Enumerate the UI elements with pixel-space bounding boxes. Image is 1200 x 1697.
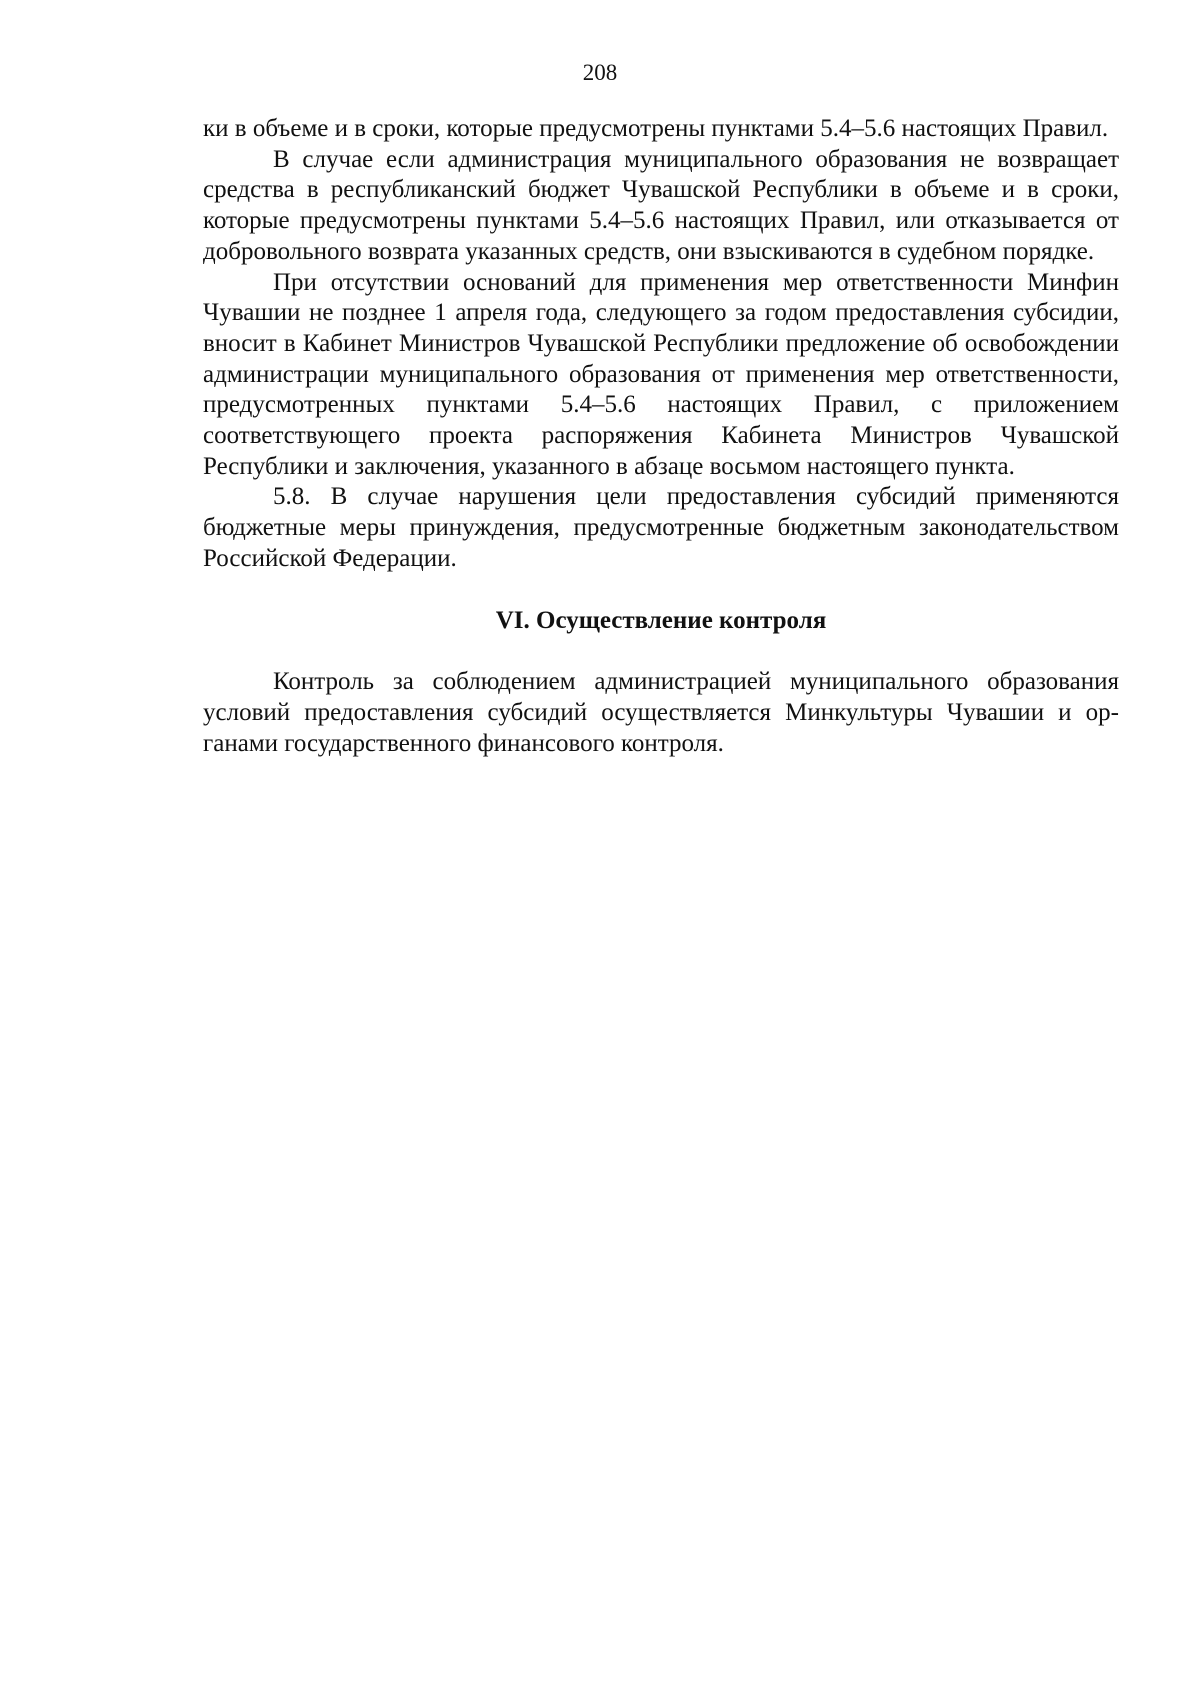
paragraph-5-8: 5.8. В случае нарушения цели предоставления субсидий применяются бюджетные меры принуждения, предусмотренные бюджетным законодательством Российской Федерации. — [203, 483, 1119, 572]
paragraph-continuation: ки в объеме и в сроки, которые предусмотрены пунктами 5.4–5.6 настоящих Правил. — [203, 115, 1109, 142]
document-body — [203, 114, 1119, 759]
section-heading: VI. Осуществление контроля — [495, 606, 827, 634]
paragraph-release-liability: При отсутствии оснований для применения мер ответственности Минфин Чувашии не позднее 1 апреля года, следующего за годом предоставления субсидии, вносит в Кабинет Министров Чувашской Республики предложение об освобождении администрации муниципального образования от применения мер ответственности, предусмотренных пунктами 5.4–5.6 настоящих Правил, с приложением соответствующего проекта распоряжения Кабинета Министров Чувашской Республики и заключения, указанного в абзаце восьмом настоящего пункта. — [203, 268, 1119, 480]
paragraph-control: Контроль за соблюдением администрацией муниципального образования условий предоставления субсидий осуществляется Минкультуры Чувашии и органами государственного финансового контроля. — [203, 668, 1119, 757]
paragraph-refund-court: В случае если администрация муниципального образования не возвращает средства в республиканский бюджет Чувашской Республики в объеме и в сроки, которые предусмотрены пунктами 5.4–5.6 настоящих Правил, или отказывается от добровольного возврата указанных средств, они взыскиваются в судебном порядке. — [203, 145, 1119, 265]
page-number: 208 — [582, 60, 618, 85]
